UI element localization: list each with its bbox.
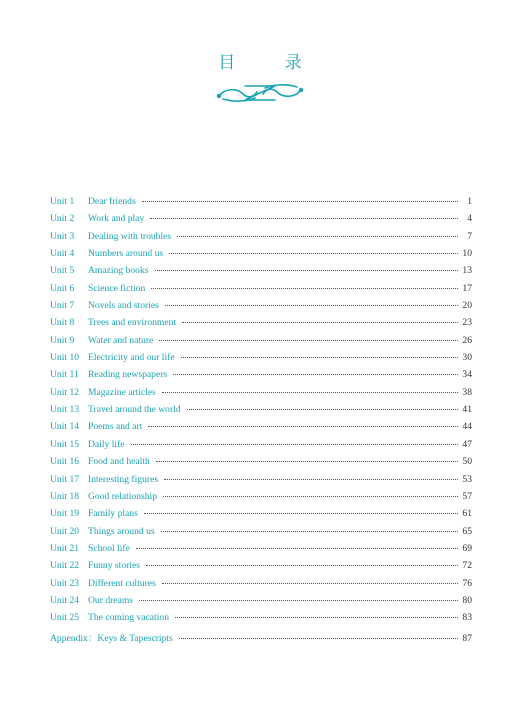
toc-unit-number: Unit 17	[50, 473, 80, 485]
toc-entry[interactable]	[50, 526, 472, 543]
toc-appendix-label: Appendix：Keys & Tapescripts	[50, 632, 173, 644]
toc-unit-number: Unit 10	[50, 352, 80, 364]
toc-dot-leader	[177, 236, 458, 237]
toc-entry[interactable]	[50, 595, 472, 612]
toc-dot-leader	[165, 305, 458, 306]
toc-dot-leader	[155, 270, 459, 271]
toc-unit-title: Different cultures	[88, 577, 156, 589]
toc-page-number: 53	[462, 473, 472, 485]
toc-page-number: 47	[462, 438, 472, 450]
toc-dot-leader	[146, 565, 458, 566]
toc-page-number: 26	[462, 334, 472, 346]
toc-entry[interactable]	[50, 404, 472, 421]
toc-unit-number: Unit 4	[50, 248, 75, 260]
toc-unit-number: Unit 14	[50, 421, 80, 433]
toc-dot-leader	[159, 340, 458, 341]
toc-unit-number: Unit 7	[50, 300, 75, 312]
toc-unit-number: Unit 5	[50, 265, 75, 277]
toc-page-number: 4	[467, 213, 472, 225]
toc-page-number: 1	[467, 196, 472, 207]
toc-dot-leader	[139, 600, 458, 601]
toc-dot-leader	[187, 409, 458, 410]
toc-page-number: 23	[462, 317, 472, 329]
toc-entry[interactable]	[50, 283, 472, 300]
table-of-contents	[50, 196, 472, 647]
toc-entry[interactable]	[50, 196, 472, 213]
toc-page-number: 83	[462, 612, 472, 624]
toc-page-number: 69	[462, 542, 472, 554]
toc-page-number: 17	[462, 282, 472, 294]
toc-dot-leader	[179, 638, 458, 639]
toc-page-number: 20	[462, 300, 472, 312]
toc-page-number: 41	[462, 404, 472, 416]
toc-page-number: 72	[462, 560, 472, 572]
toc-entry[interactable]	[50, 491, 472, 508]
toc-unit-number: Unit 12	[50, 386, 80, 398]
toc-page-number: 7	[467, 230, 472, 242]
toc-unit-title: Novels and stories	[88, 300, 159, 312]
toc-unit-title: Food and health	[88, 456, 150, 468]
toc-entry[interactable]	[50, 612, 472, 629]
toc-entry[interactable]	[50, 578, 472, 595]
toc-unit-number: Unit 11	[50, 369, 79, 381]
toc-unit-title: Good relationship	[88, 490, 158, 502]
toc-dot-leader	[163, 496, 458, 497]
toc-unit-title: Reading newspapers	[88, 369, 168, 381]
toc-page-number: 44	[462, 421, 472, 433]
toc-unit-number: Unit 22	[50, 560, 80, 572]
toc-unit-title: Trees and environment	[88, 317, 177, 329]
toc-unit-number: Unit 13	[50, 404, 80, 416]
toc-unit-title: Dear friends	[88, 196, 136, 207]
toc-unit-title: Things around us	[88, 525, 155, 537]
toc-page-number: 34	[462, 369, 472, 381]
toc-unit-title: Poems and art	[88, 421, 143, 433]
toc-entry[interactable]	[50, 335, 472, 352]
toc-page-number: 30	[462, 352, 472, 364]
toc-unit-title: Magazine articles	[88, 386, 156, 398]
toc-page-number: 65	[462, 525, 472, 537]
decorative-swash-icon	[215, 80, 305, 106]
toc-unit-title: Daily life	[88, 438, 125, 450]
toc-unit-title: School life	[88, 542, 130, 554]
toc-unit-number: Unit 23	[50, 577, 80, 589]
toc-entry[interactable]	[50, 508, 472, 525]
toc-entry[interactable]	[50, 352, 472, 369]
toc-page-number: 10	[462, 248, 472, 260]
toc-unit-number: Unit 24	[50, 594, 80, 606]
toc-unit-title: Work and play	[88, 213, 145, 225]
toc-unit-title: Travel around the world	[88, 404, 181, 416]
toc-dot-leader	[182, 322, 458, 323]
toc-page-number: 13	[462, 265, 472, 277]
toc-entry[interactable]	[50, 421, 472, 438]
toc-entry[interactable]	[50, 213, 472, 230]
toc-dot-leader	[151, 288, 458, 289]
toc-entry[interactable]	[50, 456, 472, 473]
toc-unit-title: Electricity and our life	[88, 352, 175, 364]
toc-unit-number: Unit 18	[50, 490, 80, 502]
toc-dot-leader	[131, 444, 459, 445]
toc-entry[interactable]	[50, 317, 472, 334]
toc-entry[interactable]	[50, 560, 472, 577]
toc-unit-title: Dealing with troubles	[88, 230, 172, 242]
toc-entry-appendix[interactable]	[50, 630, 472, 647]
toc-dot-leader	[156, 461, 458, 462]
toc-entry[interactable]	[50, 387, 472, 404]
toc-dot-leader	[161, 531, 458, 532]
toc-entry[interactable]	[50, 248, 472, 265]
toc-unit-number: Unit 25	[50, 612, 80, 624]
toc-dot-leader	[169, 253, 458, 254]
toc-dot-leader	[164, 479, 458, 480]
toc-dot-leader	[148, 426, 458, 427]
toc-entry[interactable]	[50, 439, 472, 456]
toc-dot-leader	[144, 513, 458, 514]
toc-dot-leader	[162, 392, 458, 393]
toc-unit-title: Water and nature	[88, 334, 154, 346]
toc-unit-number: Unit 19	[50, 508, 80, 520]
toc-unit-number: Unit 21	[50, 542, 80, 554]
toc-unit-title: The coming vacation	[88, 612, 169, 624]
toc-unit-number: Unit 1	[50, 196, 75, 207]
toc-dot-leader	[162, 583, 458, 584]
toc-unit-title: Our dreams	[88, 594, 134, 606]
toc-unit-title: Interesting figures	[88, 473, 159, 485]
toc-page-number: 38	[462, 386, 472, 398]
toc-entry[interactable]	[50, 265, 472, 282]
toc-entry[interactable]	[50, 231, 472, 248]
toc-entry[interactable]	[50, 300, 472, 317]
toc-unit-number: Unit 9	[50, 334, 75, 346]
toc-page-number: 76	[462, 577, 472, 589]
toc-entry[interactable]	[50, 474, 472, 491]
toc-dot-leader	[136, 548, 458, 549]
toc-entry[interactable]	[50, 543, 472, 560]
toc-dot-leader	[142, 201, 458, 202]
toc-unit-number: Unit 6	[50, 282, 75, 294]
toc-unit-number: Unit 15	[50, 438, 80, 450]
toc-dot-leader	[150, 218, 458, 219]
toc-unit-number: Unit 8	[50, 317, 75, 329]
toc-unit-title: Funny stories	[88, 560, 140, 572]
toc-unit-title: Science fiction	[88, 282, 146, 294]
toc-page-number: 50	[462, 456, 472, 468]
toc-dot-leader	[175, 617, 458, 618]
toc-unit-number: Unit 2	[50, 213, 75, 225]
toc-unit-number: Unit 3	[50, 230, 75, 242]
toc-page-number: 87	[462, 632, 472, 644]
toc-page-number: 80	[462, 594, 472, 606]
toc-entry[interactable]	[50, 369, 472, 386]
toc-dot-leader	[181, 357, 458, 358]
toc-dot-leader	[173, 374, 458, 375]
page-title: 目 录	[218, 53, 324, 73]
toc-unit-number: Unit 16	[50, 456, 80, 468]
toc-unit-title: Numbers around us	[88, 248, 164, 260]
toc-page-number: 61	[462, 508, 472, 520]
toc-page-number: 57	[462, 490, 472, 502]
toc-unit-title: Family plans	[88, 508, 138, 520]
toc-unit-number: Unit 20	[50, 525, 80, 537]
toc-unit-title: Amazing books	[88, 265, 149, 277]
